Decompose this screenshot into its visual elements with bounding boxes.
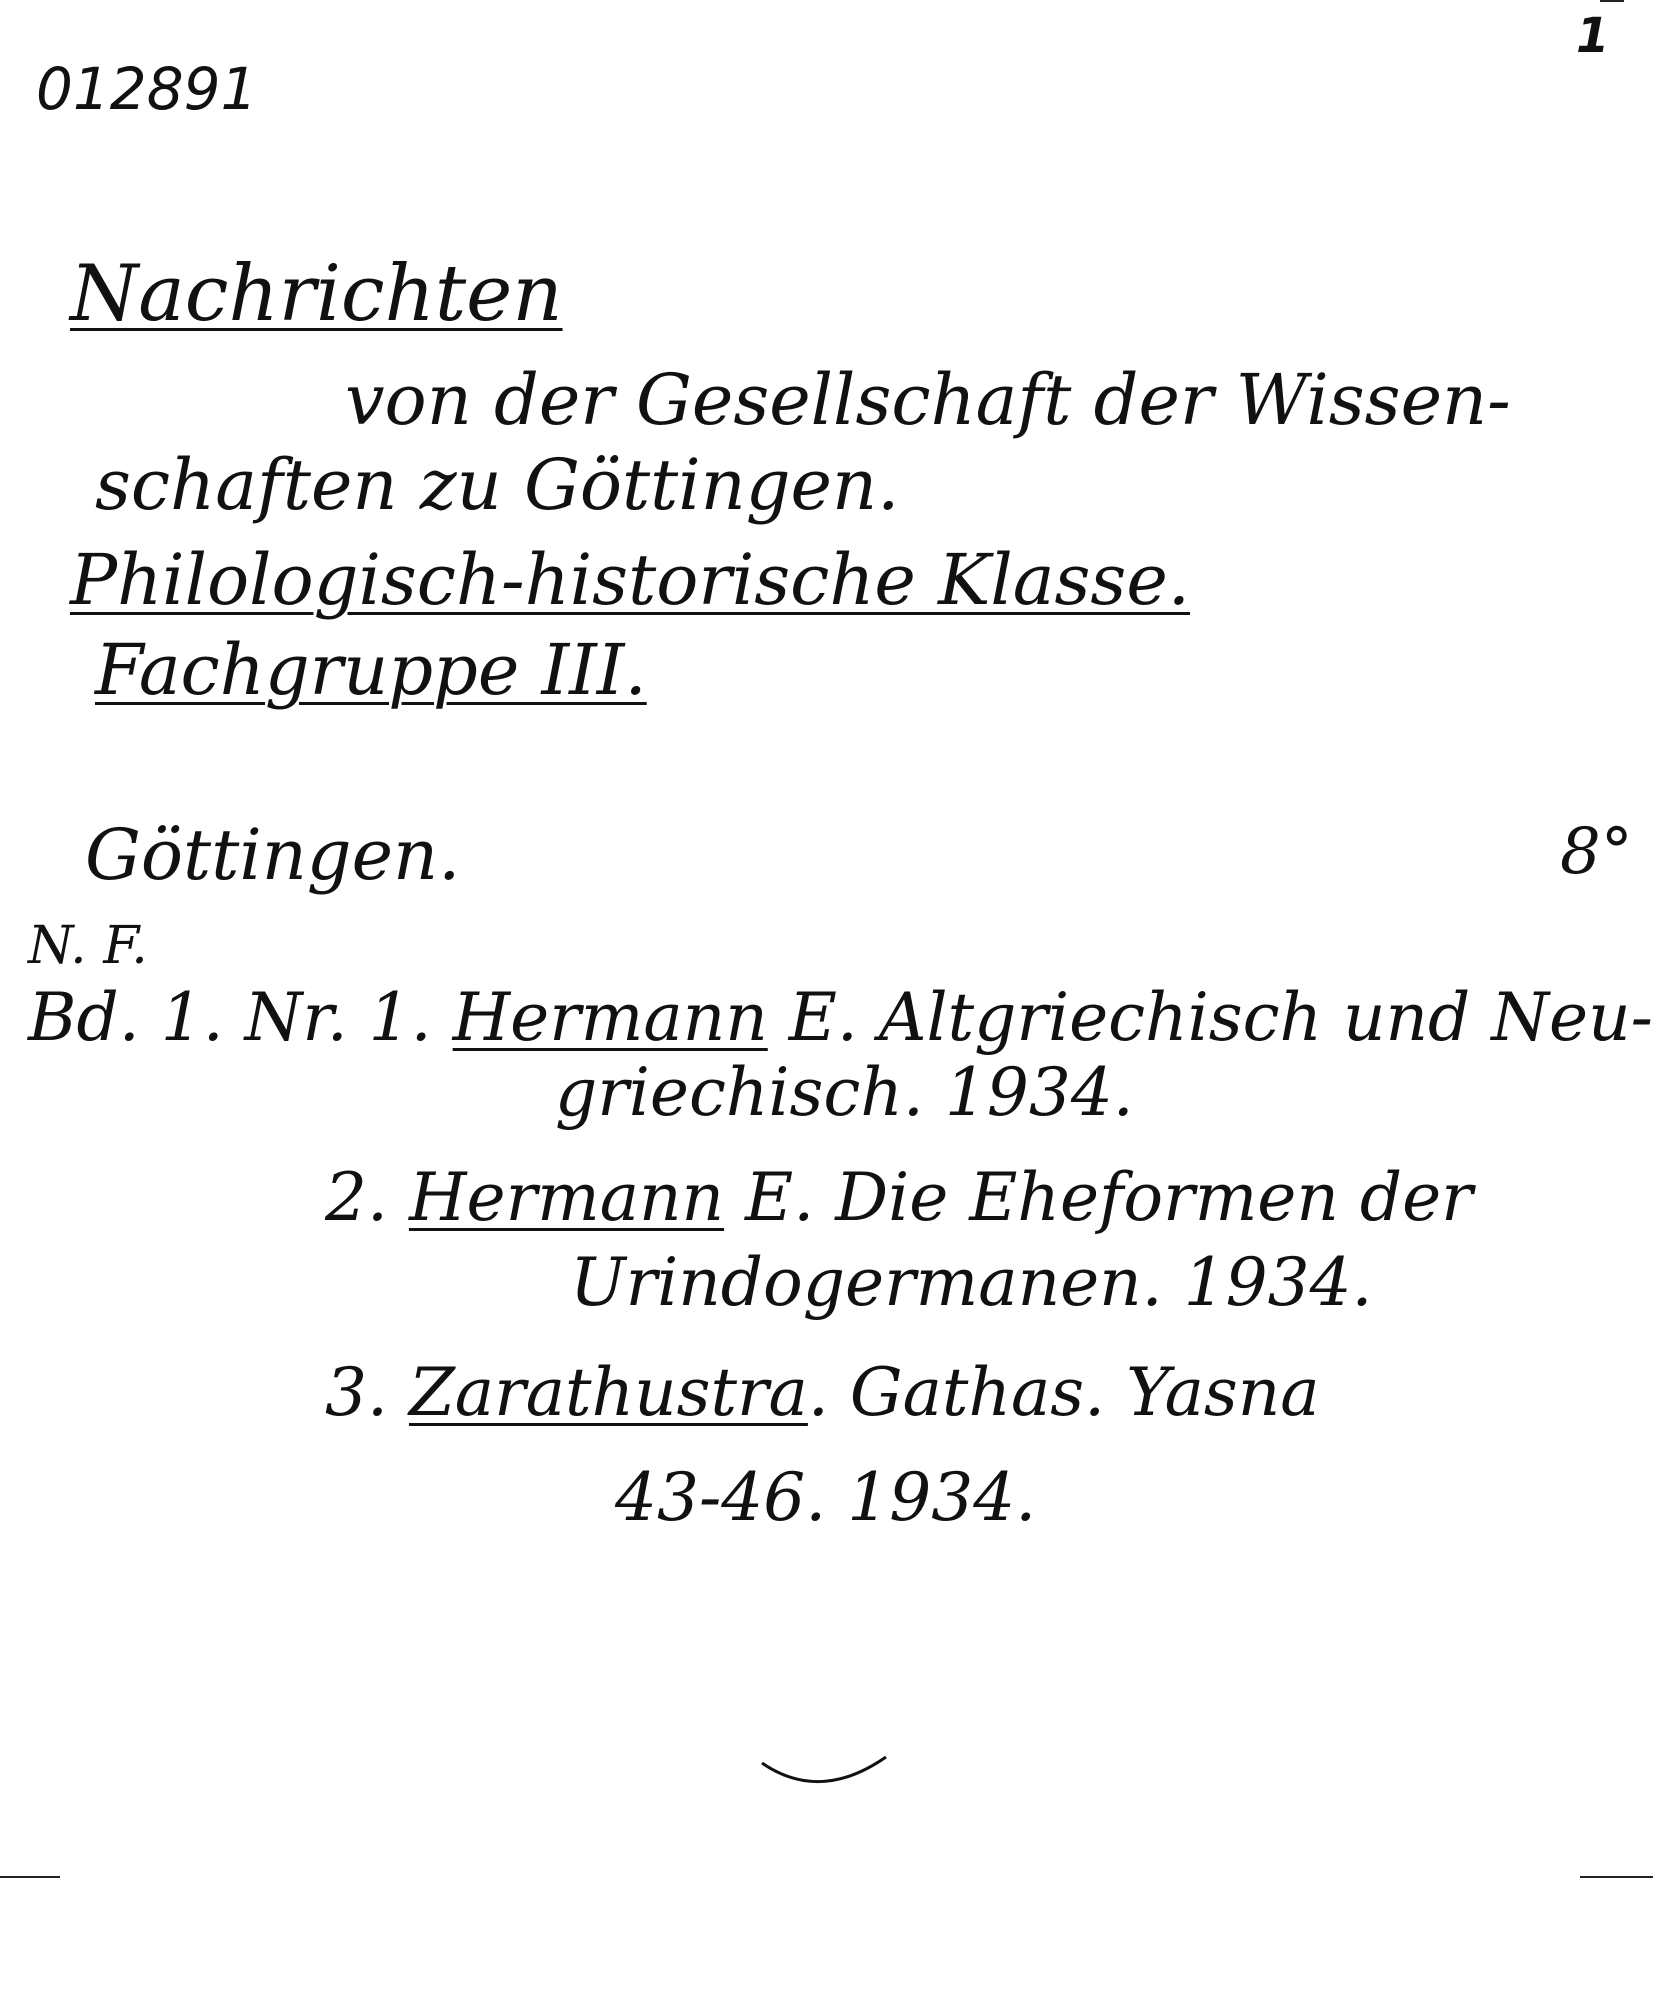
- entry-2-prefix: 2.: [325, 1159, 409, 1236]
- card-edge-line-right: [1580, 1876, 1653, 1878]
- entry-3-title: . Gathas. Yasna: [807, 1354, 1320, 1431]
- format-label: 8°: [1560, 815, 1633, 889]
- klasse-line: Philologisch-historische Klasse.: [70, 539, 1191, 621]
- entry-2-author: Hermann: [408, 1159, 725, 1236]
- entry-2-title: E. Die Eheformen der: [724, 1159, 1473, 1236]
- entry-1-line-1: [28, 979, 1653, 1056]
- card-title: Nachrichten: [70, 249, 563, 339]
- corner-mark: [1600, 0, 1624, 2]
- page-number: 1: [1576, 8, 1610, 64]
- card-edge-line-left: [0, 1876, 60, 1878]
- entry-2-line-1: [325, 1159, 1473, 1236]
- entry-1-title: E. Altgriechisch und Neu-: [767, 979, 1653, 1056]
- place-of-publication: Göttingen.: [85, 814, 461, 896]
- series-label: N. F.: [28, 916, 148, 976]
- subtitle-line-2: schaften zu Göttingen.: [95, 444, 900, 526]
- fachgruppe-line: Fachgruppe III.: [95, 629, 647, 711]
- entry-3-line-2: 43-46. 1934.: [615, 1459, 1037, 1536]
- entry-3-line-1: [325, 1354, 1320, 1431]
- shelf-number: 012891: [36, 55, 258, 123]
- entry-3-prefix: 3.: [325, 1354, 409, 1431]
- entry-1-line-2: griechisch. 1934.: [555, 1054, 1134, 1131]
- punch-hole-mark: [760, 1755, 890, 1795]
- entry-3-author: Zarathustra: [408, 1354, 808, 1431]
- subtitle-line-1: von der Gesellschaft der Wissen-: [345, 359, 1511, 441]
- entry-2-line-2: Urindogermanen. 1934.: [570, 1244, 1373, 1321]
- entry-1-author: Hermann: [452, 979, 768, 1056]
- entry-1-prefix: Bd. 1. Nr. 1.: [28, 979, 453, 1056]
